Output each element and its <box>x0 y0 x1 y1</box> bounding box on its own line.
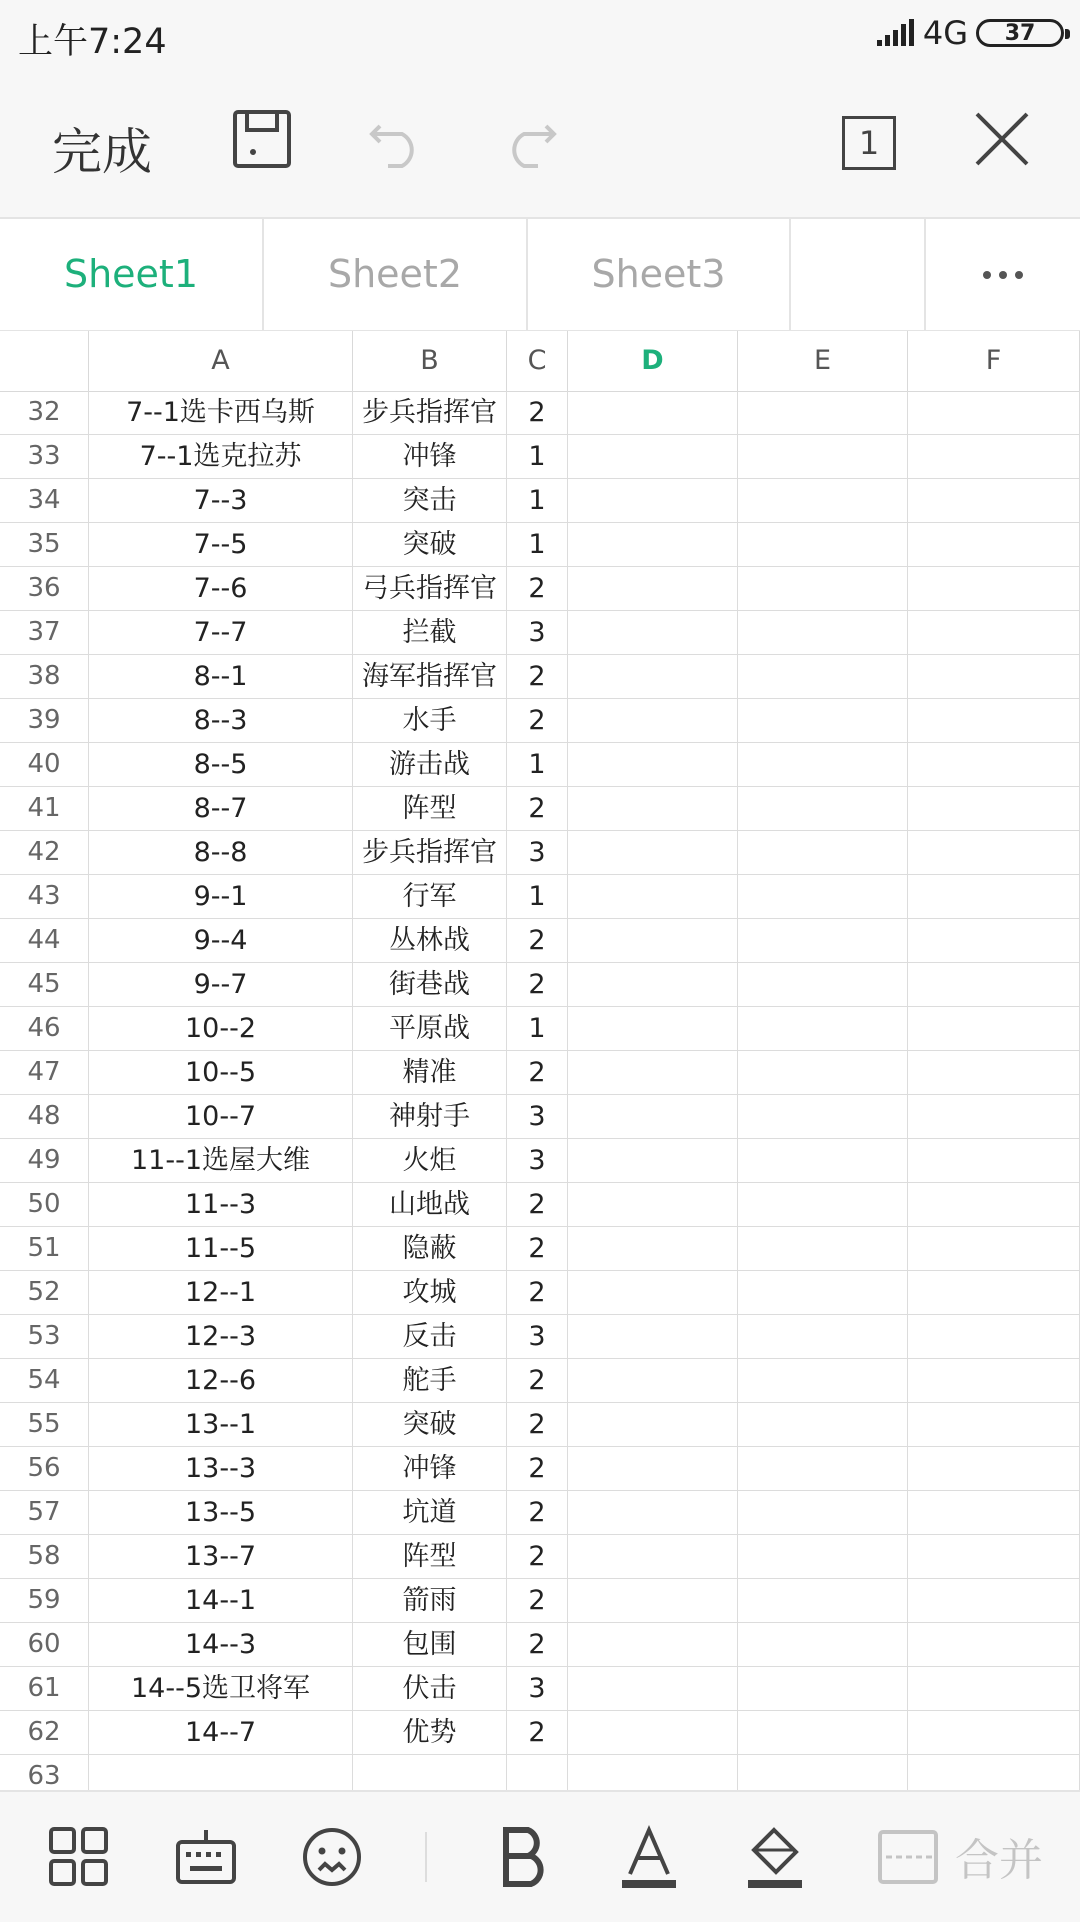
cell-d[interactable] <box>568 831 738 874</box>
cell-f[interactable] <box>908 523 1080 566</box>
column-header-row <box>0 331 1080 392</box>
cell-e[interactable] <box>738 875 908 918</box>
cell-b[interactable]: 丛林战 <box>353 919 507 962</box>
cell-e[interactable] <box>738 1579 908 1622</box>
row-number[interactable]: 33 <box>0 435 89 478</box>
cell-d[interactable] <box>568 1139 738 1182</box>
cell-c[interactable]: 2 <box>507 919 568 962</box>
row-number[interactable]: 56 <box>0 1447 89 1490</box>
merge-cells-icon[interactable] <box>876 1824 942 1890</box>
cell-f[interactable] <box>908 391 1080 434</box>
spreadsheet-grid[interactable] <box>0 331 1080 1790</box>
cell-a[interactable]: 12--3 <box>89 1315 353 1358</box>
cell-d[interactable] <box>568 1447 738 1490</box>
cell-b[interactable]: 冲锋 <box>353 435 507 478</box>
cell-a[interactable]: 9--4 <box>89 919 353 962</box>
cell-c[interactable]: 2 <box>507 699 568 742</box>
table-row <box>0 743 1080 787</box>
cell-d[interactable] <box>568 391 738 434</box>
row-number[interactable]: 32 <box>0 391 89 434</box>
tab-sheet2[interactable]: Sheet2 <box>264 219 528 330</box>
table-row <box>0 787 1080 831</box>
cell-a[interactable]: 7--6 <box>89 567 353 610</box>
tab-sheet3[interactable]: Sheet3 <box>528 219 791 330</box>
signal-icon <box>875 18 915 48</box>
cell-f[interactable] <box>908 1447 1080 1490</box>
fill-color-icon[interactable] <box>742 1824 808 1890</box>
row-number[interactable]: 41 <box>0 787 89 830</box>
cell-b[interactable]: 弓兵指挥官 <box>353 567 507 610</box>
cell-d[interactable] <box>568 1095 738 1138</box>
cell-e[interactable] <box>738 1403 908 1446</box>
cell-a[interactable]: 7--1选卡西乌斯 <box>89 391 353 434</box>
cell-f[interactable] <box>908 655 1080 698</box>
cell-a[interactable]: 11--1选屋大维 <box>89 1139 353 1182</box>
apps-grid-icon[interactable] <box>46 1824 112 1890</box>
cell-f[interactable] <box>908 743 1080 786</box>
cell-d[interactable] <box>568 1623 738 1666</box>
row-number[interactable]: 54 <box>0 1359 89 1402</box>
save-icon[interactable] <box>231 108 293 170</box>
cell-d[interactable] <box>568 1183 738 1226</box>
sheet-tabs <box>0 219 1080 332</box>
cell-c[interactable]: 2 <box>507 567 568 610</box>
table-row <box>0 1139 1080 1183</box>
table-row <box>0 1403 1080 1447</box>
cell-e[interactable] <box>738 1315 908 1358</box>
tab-sheet1[interactable]: Sheet1 <box>0 219 264 330</box>
cell-f[interactable] <box>908 1711 1080 1754</box>
cell-b[interactable]: 火炬 <box>353 1139 507 1182</box>
cell-e[interactable] <box>738 1755 908 1790</box>
cell-f[interactable] <box>908 699 1080 742</box>
table-row <box>0 1007 1080 1051</box>
cell-d[interactable] <box>568 611 738 654</box>
table-row <box>0 479 1080 523</box>
row-number[interactable]: 52 <box>0 1271 89 1314</box>
cell-e[interactable] <box>738 1271 908 1314</box>
cell-a[interactable]: 12--1 <box>89 1271 353 1314</box>
cell-c[interactable] <box>507 1755 568 1790</box>
cell-c[interactable]: 2 <box>507 1403 568 1446</box>
table-row <box>0 1359 1080 1403</box>
cell-e[interactable] <box>738 1447 908 1490</box>
column-header-a[interactable]: A <box>89 331 353 391</box>
table-row <box>0 1579 1080 1623</box>
cell-e[interactable] <box>738 787 908 830</box>
cell-d[interactable] <box>568 435 738 478</box>
cell-d[interactable] <box>568 699 738 742</box>
toolbar-divider <box>425 1832 427 1882</box>
table-row <box>0 1755 1080 1790</box>
cell-b[interactable]: 行军 <box>353 875 507 918</box>
cell-b[interactable]: 海军指挥官 <box>353 655 507 698</box>
cell-a[interactable]: 13--5 <box>89 1491 353 1534</box>
cell-e[interactable] <box>738 831 908 874</box>
cell-c[interactable]: 2 <box>507 787 568 830</box>
cell-d[interactable] <box>568 567 738 610</box>
cell-b[interactable]: 隐蔽 <box>353 1227 507 1270</box>
cell-c[interactable]: 2 <box>507 1359 568 1402</box>
cell-e[interactable] <box>738 391 908 434</box>
more-dot <box>999 271 1007 279</box>
table-row <box>0 699 1080 743</box>
battery-level: 37 <box>1004 20 1036 46</box>
cell-d[interactable] <box>568 1315 738 1358</box>
cell-f[interactable] <box>908 1051 1080 1094</box>
cell-c[interactable]: 2 <box>507 1447 568 1490</box>
cell-d[interactable] <box>568 1535 738 1578</box>
cell-e[interactable] <box>738 743 908 786</box>
cell-b[interactable]: 游击战 <box>353 743 507 786</box>
row-number[interactable]: 60 <box>0 1623 89 1666</box>
table-row <box>0 831 1080 875</box>
cell-c[interactable]: 2 <box>507 1271 568 1314</box>
cell-e[interactable] <box>738 699 908 742</box>
cell-f[interactable] <box>908 919 1080 962</box>
cell-e[interactable] <box>738 1183 908 1226</box>
status-bar <box>0 0 1080 70</box>
cell-c[interactable]: 2 <box>507 1711 568 1754</box>
row-number[interactable]: 46 <box>0 1007 89 1050</box>
row-number[interactable]: 44 <box>0 919 89 962</box>
cell-b[interactable]: 阵型 <box>353 787 507 830</box>
done-button[interactable]: 完成 <box>52 123 152 181</box>
cell-f[interactable] <box>908 1315 1080 1358</box>
cell-f[interactable] <box>908 1227 1080 1270</box>
cell-e[interactable] <box>738 1711 908 1754</box>
table-row <box>0 1315 1080 1359</box>
cell-f[interactable] <box>908 1403 1080 1446</box>
cell-d[interactable] <box>568 1711 738 1754</box>
cell-b[interactable]: 突破 <box>353 523 507 566</box>
cell-f[interactable] <box>908 1755 1080 1790</box>
table-row <box>0 1227 1080 1271</box>
cell-f[interactable] <box>908 1667 1080 1710</box>
cell-a[interactable]: 14--1 <box>89 1579 353 1622</box>
cell-b[interactable]: 包围 <box>353 1623 507 1666</box>
row-number[interactable]: 61 <box>0 1667 89 1710</box>
font-color-icon[interactable] <box>616 1824 682 1890</box>
cell-f[interactable] <box>908 787 1080 830</box>
cell-a[interactable]: 7--5 <box>89 523 353 566</box>
cell-f[interactable] <box>908 1271 1080 1314</box>
cell-d[interactable] <box>568 875 738 918</box>
cell-b[interactable]: 步兵指挥官 <box>353 391 507 434</box>
cell-e[interactable] <box>738 1007 908 1050</box>
cell-b[interactable]: 箭雨 <box>353 1579 507 1622</box>
cell-a[interactable]: 7--7 <box>89 611 353 654</box>
cell-d[interactable] <box>568 787 738 830</box>
cell-d[interactable] <box>568 963 738 1006</box>
cell-c[interactable]: 2 <box>507 1227 568 1270</box>
cell-e[interactable] <box>738 1227 908 1270</box>
cell-c[interactable]: 2 <box>507 963 568 1006</box>
cell-f[interactable] <box>908 1579 1080 1622</box>
cell-d[interactable] <box>568 1579 738 1622</box>
column-header-c[interactable]: C <box>507 331 568 391</box>
row-number[interactable]: 48 <box>0 1095 89 1138</box>
cell-a[interactable]: 10--7 <box>89 1095 353 1138</box>
cell-d[interactable] <box>568 1271 738 1314</box>
table-row <box>0 1535 1080 1579</box>
corner-cell[interactable] <box>0 331 89 391</box>
table-row <box>0 1667 1080 1711</box>
cell-a[interactable]: 11--5 <box>89 1227 353 1270</box>
cell-f[interactable] <box>908 1139 1080 1182</box>
table-row <box>0 655 1080 699</box>
cell-a[interactable]: 14--7 <box>89 1711 353 1754</box>
cell-a[interactable]: 14--5选卫将军 <box>89 1667 353 1710</box>
cell-c[interactable]: 3 <box>507 1095 568 1138</box>
cell-d[interactable] <box>568 743 738 786</box>
cell-c[interactable]: 1 <box>507 875 568 918</box>
cell-a[interactable]: 9--1 <box>89 875 353 918</box>
row-number[interactable]: 58 <box>0 1535 89 1578</box>
cell-c[interactable]: 3 <box>507 831 568 874</box>
cell-a[interactable]: 8--5 <box>89 743 353 786</box>
cell-b[interactable]: 突击 <box>353 479 507 522</box>
row-number[interactable]: 45 <box>0 963 89 1006</box>
cell-c[interactable]: 2 <box>507 1535 568 1578</box>
cell-b[interactable]: 水手 <box>353 699 507 742</box>
table-row <box>0 567 1080 611</box>
row-number[interactable]: 34 <box>0 479 89 522</box>
cell-e[interactable] <box>738 1095 908 1138</box>
cell-c[interactable]: 2 <box>507 1579 568 1622</box>
status-indicators <box>875 14 1064 52</box>
cell-b[interactable]: 伏击 <box>353 1667 507 1710</box>
cell-e[interactable] <box>738 963 908 1006</box>
bottom-toolbar <box>0 1790 1080 1922</box>
cell-b[interactable] <box>353 1755 507 1790</box>
table-row <box>0 919 1080 963</box>
table-row <box>0 1271 1080 1315</box>
row-number[interactable]: 39 <box>0 699 89 742</box>
cell-f[interactable] <box>908 831 1080 874</box>
cell-e[interactable] <box>738 523 908 566</box>
table-row <box>0 391 1080 435</box>
cell-e[interactable] <box>738 1667 908 1710</box>
row-number[interactable]: 57 <box>0 1491 89 1534</box>
table-row <box>0 523 1080 567</box>
cell-c[interactable]: 1 <box>507 523 568 566</box>
cell-a[interactable]: 11--3 <box>89 1183 353 1226</box>
row-number[interactable]: 63 <box>0 1755 89 1790</box>
table-row <box>0 875 1080 919</box>
cell-c[interactable]: 2 <box>507 655 568 698</box>
row-number[interactable]: 62 <box>0 1711 89 1754</box>
cell-a[interactable]: 7--3 <box>89 479 353 522</box>
cell-d[interactable] <box>568 1359 738 1402</box>
cell-d[interactable] <box>568 523 738 566</box>
cell-c[interactable]: 2 <box>507 1491 568 1534</box>
table-row <box>0 435 1080 479</box>
cell-b[interactable]: 冲锋 <box>353 1447 507 1490</box>
cell-e[interactable] <box>738 1623 908 1666</box>
cell-e[interactable] <box>738 919 908 962</box>
column-header-e[interactable]: E <box>738 331 908 391</box>
cell-c[interactable]: 3 <box>507 1667 568 1710</box>
cell-c[interactable]: 1 <box>507 1007 568 1050</box>
cell-a[interactable]: 13--7 <box>89 1535 353 1578</box>
bold-icon[interactable] <box>492 1824 558 1890</box>
table-row <box>0 1711 1080 1755</box>
cell-c[interactable]: 2 <box>507 1623 568 1666</box>
cell-f[interactable] <box>908 435 1080 478</box>
cell-b[interactable]: 突破 <box>353 1403 507 1446</box>
cell-f[interactable] <box>908 611 1080 654</box>
cell-c[interactable]: 3 <box>507 1315 568 1358</box>
cell-e[interactable] <box>738 435 908 478</box>
cell-a[interactable] <box>89 1755 353 1790</box>
cell-e[interactable] <box>738 567 908 610</box>
cell-e[interactable] <box>738 1535 908 1578</box>
cell-e[interactable] <box>738 611 908 654</box>
status-time: 上午7:24 <box>18 22 167 62</box>
cell-f[interactable] <box>908 875 1080 918</box>
cell-a[interactable]: 7--1选克拉苏 <box>89 435 353 478</box>
cell-b[interactable]: 攻城 <box>353 1271 507 1314</box>
table-row <box>0 1623 1080 1667</box>
cell-b[interactable]: 平原战 <box>353 1007 507 1050</box>
top-toolbar <box>0 70 1080 219</box>
row-number[interactable]: 55 <box>0 1403 89 1446</box>
cell-f[interactable] <box>908 567 1080 610</box>
cell-e[interactable] <box>738 1491 908 1534</box>
cell-c[interactable]: 1 <box>507 435 568 478</box>
table-row <box>0 611 1080 655</box>
cell-a[interactable]: 13--3 <box>89 1447 353 1490</box>
redo-icon[interactable] <box>498 108 560 170</box>
network-type: 4G <box>922 14 968 52</box>
cell-a[interactable]: 8--3 <box>89 699 353 742</box>
cell-a[interactable]: 8--7 <box>89 787 353 830</box>
table-row <box>0 1491 1080 1535</box>
table-row <box>0 1051 1080 1095</box>
table-row <box>0 963 1080 1007</box>
column-header-b[interactable]: B <box>353 331 507 391</box>
cell-b[interactable]: 街巷战 <box>353 963 507 1006</box>
cell-e[interactable] <box>738 479 908 522</box>
column-header-f[interactable]: F <box>908 331 1080 391</box>
column-header-d[interactable]: D <box>568 331 738 391</box>
row-number[interactable]: 50 <box>0 1183 89 1226</box>
cell-b[interactable]: 阵型 <box>353 1535 507 1578</box>
row-number[interactable]: 49 <box>0 1139 89 1182</box>
close-icon[interactable] <box>971 108 1033 170</box>
cell-e[interactable] <box>738 1051 908 1094</box>
cell-a[interactable]: 12--6 <box>89 1359 353 1402</box>
cell-b[interactable]: 山地战 <box>353 1183 507 1226</box>
cell-f[interactable] <box>908 1491 1080 1534</box>
row-number[interactable]: 43 <box>0 875 89 918</box>
emoji-icon[interactable] <box>299 1824 365 1890</box>
cell-d[interactable] <box>568 1403 738 1446</box>
cell-b[interactable]: 反击 <box>353 1315 507 1358</box>
table-row <box>0 1095 1080 1139</box>
row-number[interactable]: 59 <box>0 1579 89 1622</box>
merge-cells-label[interactable]: 合并 <box>955 1835 1043 1886</box>
cell-b[interactable]: 精准 <box>353 1051 507 1094</box>
cell-d[interactable] <box>568 1227 738 1270</box>
cell-c[interactable]: 2 <box>507 391 568 434</box>
row-number[interactable]: 40 <box>0 743 89 786</box>
cell-d[interactable] <box>568 1667 738 1710</box>
cell-a[interactable]: 13--1 <box>89 1403 353 1446</box>
cell-c[interactable]: 2 <box>507 1051 568 1094</box>
cell-f[interactable] <box>908 1095 1080 1138</box>
cell-c[interactable]: 1 <box>507 743 568 786</box>
row-number[interactable]: 53 <box>0 1315 89 1358</box>
row-number[interactable]: 35 <box>0 523 89 566</box>
cell-d[interactable] <box>568 1755 738 1790</box>
sheet-count: 1 <box>858 124 880 162</box>
cell-d[interactable] <box>568 1007 738 1050</box>
undo-icon[interactable] <box>366 108 428 170</box>
keyboard-icon[interactable] <box>174 1824 240 1890</box>
cell-b[interactable]: 优势 <box>353 1711 507 1754</box>
cell-e[interactable] <box>738 655 908 698</box>
cell-a[interactable]: 9--7 <box>89 963 353 1006</box>
cell-e[interactable] <box>738 1139 908 1182</box>
cell-c[interactable]: 3 <box>507 611 568 654</box>
more-dot <box>1015 271 1023 279</box>
cell-d[interactable] <box>568 479 738 522</box>
cell-b[interactable]: 步兵指挥官 <box>353 831 507 874</box>
cell-d[interactable] <box>568 919 738 962</box>
cell-c[interactable]: 3 <box>507 1139 568 1182</box>
table-row <box>0 1183 1080 1227</box>
battery-icon <box>976 19 1064 47</box>
table-row <box>0 1447 1080 1491</box>
cell-f[interactable] <box>908 479 1080 522</box>
cell-b[interactable]: 拦截 <box>353 611 507 654</box>
row-number[interactable]: 47 <box>0 1051 89 1094</box>
cell-f[interactable] <box>908 1007 1080 1050</box>
row-number[interactable]: 42 <box>0 831 89 874</box>
sheet-count-button[interactable] <box>842 116 896 170</box>
cell-f[interactable] <box>908 1183 1080 1226</box>
more-dot <box>983 271 991 279</box>
cell-a[interactable]: 10--5 <box>89 1051 353 1094</box>
cell-f[interactable] <box>908 1623 1080 1666</box>
row-number[interactable]: 38 <box>0 655 89 698</box>
cell-b[interactable]: 舵手 <box>353 1359 507 1402</box>
cell-a[interactable]: 10--2 <box>89 1007 353 1050</box>
cell-b[interactable]: 神射手 <box>353 1095 507 1138</box>
cell-d[interactable] <box>568 1051 738 1094</box>
cell-a[interactable]: 8--1 <box>89 655 353 698</box>
cell-f[interactable] <box>908 963 1080 1006</box>
cell-a[interactable]: 8--8 <box>89 831 353 874</box>
cell-d[interactable] <box>568 655 738 698</box>
cell-f[interactable] <box>908 1359 1080 1402</box>
cell-b[interactable]: 坑道 <box>353 1491 507 1534</box>
cell-f[interactable] <box>908 1535 1080 1578</box>
cell-e[interactable] <box>738 1359 908 1402</box>
cell-c[interactable]: 2 <box>507 1183 568 1226</box>
row-number[interactable]: 37 <box>0 611 89 654</box>
cell-c[interactable]: 1 <box>507 479 568 522</box>
more-tabs-button[interactable] <box>924 219 1080 330</box>
row-number[interactable]: 51 <box>0 1227 89 1270</box>
cell-a[interactable]: 14--3 <box>89 1623 353 1666</box>
row-number[interactable]: 36 <box>0 567 89 610</box>
cell-d[interactable] <box>568 1491 738 1534</box>
